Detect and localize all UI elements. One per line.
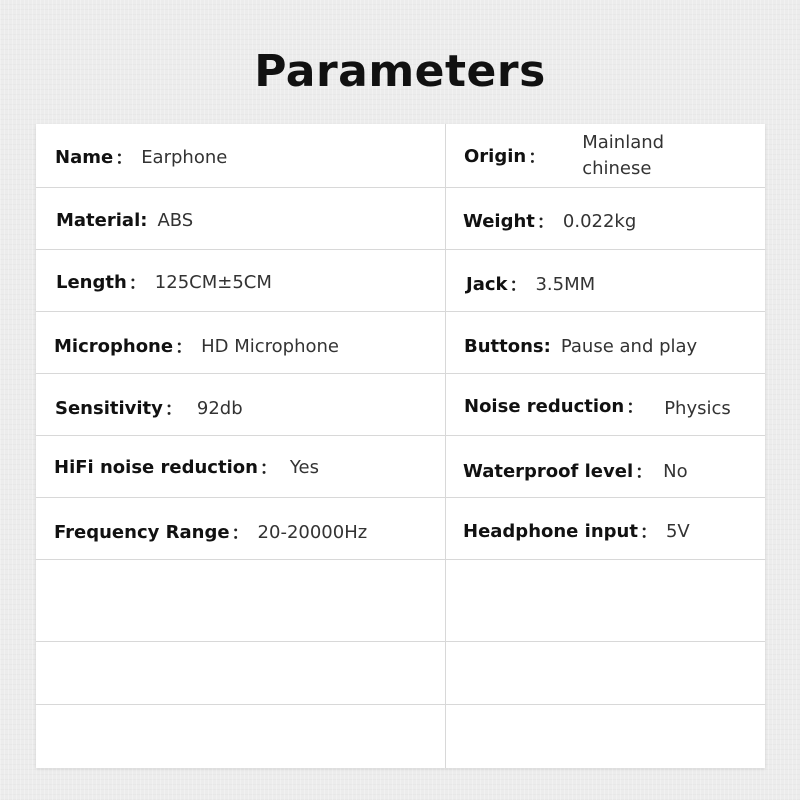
spec-value: Pause and play — [560, 335, 698, 357]
spec-key: Origin — [464, 145, 527, 167]
column-divider — [445, 124, 446, 768]
row-divider — [36, 373, 765, 374]
spec-weight — [463, 208, 636, 234]
spec-length — [56, 269, 272, 295]
spec-separator: ： — [175, 337, 194, 358]
spec-key: Name — [55, 146, 114, 168]
spec-separator: ： — [128, 273, 147, 294]
spec-value: Yes — [289, 456, 319, 478]
row-divider — [36, 704, 765, 705]
spec-key: Noise reduction — [464, 395, 625, 417]
spec-value: Mainland chinese — [582, 132, 665, 179]
spec-key: Microphone — [54, 335, 174, 357]
spec-noise-reduction — [464, 393, 731, 419]
spec-key: Material: — [56, 209, 148, 231]
spec-separator: ： — [528, 147, 547, 168]
spec-key: Sensitivity — [55, 397, 163, 419]
spec-sensitivity — [55, 395, 243, 421]
row-divider — [36, 249, 765, 250]
spec-headphone-input — [463, 518, 690, 544]
row-divider — [36, 311, 765, 312]
row-divider — [36, 641, 765, 642]
row-divider — [36, 559, 765, 560]
spec-separator: ： — [639, 522, 658, 543]
spec-value: 0.022kg — [562, 210, 637, 232]
spec-key: Frequency Range — [54, 521, 230, 543]
parameters-table — [36, 124, 765, 768]
spec-value: 5V — [665, 520, 690, 542]
spec-value: HD Microphone — [201, 335, 339, 357]
spec-jack — [466, 271, 595, 297]
spec-value: Earphone — [141, 146, 228, 168]
spec-key: Jack — [466, 273, 508, 295]
spec-key: Length — [56, 271, 127, 293]
spec-separator: ： — [626, 397, 645, 418]
spec-separator: ： — [509, 275, 528, 296]
spec-frequency-range — [54, 519, 367, 545]
spec-separator: ： — [635, 462, 654, 483]
row-divider — [36, 435, 765, 436]
spec-value: Physics — [664, 397, 731, 419]
spec-origin — [464, 130, 702, 182]
spec-separator: ： — [259, 458, 278, 479]
row-divider — [36, 497, 765, 498]
spec-buttons — [464, 333, 697, 359]
spec-key: HiFi noise reduction — [54, 456, 258, 478]
spec-name — [55, 144, 227, 170]
spec-value: 92db — [196, 397, 243, 419]
spec-material — [56, 207, 193, 233]
spec-key: Weight — [463, 210, 535, 232]
spec-separator: ： — [115, 148, 134, 169]
spec-key: Headphone input — [463, 520, 638, 542]
row-divider — [36, 187, 765, 188]
spec-separator: ： — [231, 523, 250, 544]
spec-separator: ： — [536, 212, 555, 233]
spec-value: 3.5MM — [535, 273, 596, 295]
page-title: Parameters — [254, 46, 546, 97]
spec-value: 125CM±5CM — [154, 271, 272, 293]
spec-value: No — [663, 460, 688, 482]
spec-key: Waterproof level — [463, 460, 634, 482]
spec-key: Buttons: — [464, 335, 551, 357]
spec-value: ABS — [157, 209, 194, 231]
spec-waterproof-level — [463, 458, 688, 484]
spec-separator: ： — [164, 399, 183, 420]
spec-microphone — [54, 333, 339, 359]
spec-value: 20-20000Hz — [257, 521, 368, 543]
spec-hifi-noise-reduction — [54, 454, 319, 480]
